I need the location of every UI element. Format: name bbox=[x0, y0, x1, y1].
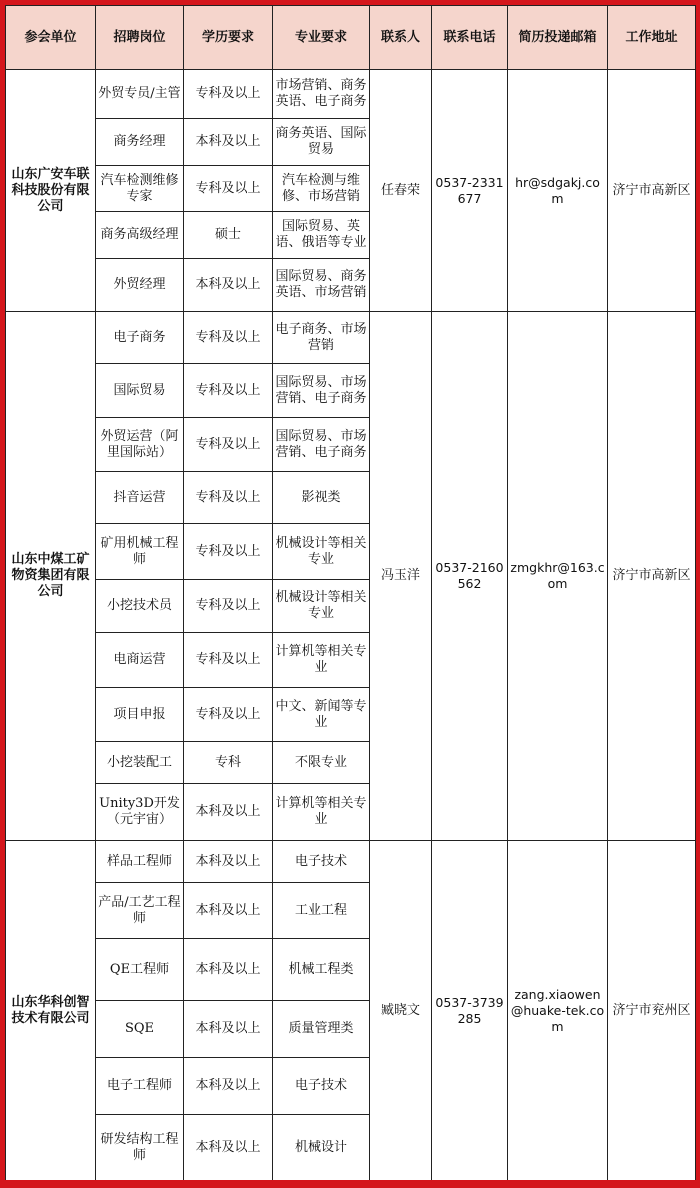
job-major: 国际贸易、商务英语、市场营销 bbox=[273, 259, 370, 312]
company-name: 山东广安车联科技股份有限公司 bbox=[6, 70, 96, 312]
job-title: 国际贸易 bbox=[96, 364, 184, 418]
job-education: 专科及以上 bbox=[184, 312, 273, 364]
job-education: 本科及以上 bbox=[184, 784, 273, 841]
job-major: 机械设计等相关专业 bbox=[273, 524, 370, 580]
job-major: 国际贸易、市场营销、电子商务 bbox=[273, 364, 370, 418]
job-title: 商务经理 bbox=[96, 119, 184, 166]
work-address: 济宁市兖州区 bbox=[608, 841, 696, 1181]
job-major: 汽车检测与维修、市场营销 bbox=[273, 166, 370, 212]
header-address: 工作地址 bbox=[608, 6, 696, 70]
job-major: 电子技术 bbox=[273, 841, 370, 883]
job-education: 专科及以上 bbox=[184, 580, 273, 633]
header-row bbox=[6, 6, 696, 70]
bottom-border-strip bbox=[0, 1180, 700, 1188]
contact-person: 臧晓文 bbox=[370, 841, 432, 1181]
work-address: 济宁市高新区 bbox=[608, 312, 696, 841]
recruitment-table-frame bbox=[5, 5, 695, 1180]
job-education: 硕士 bbox=[184, 212, 273, 259]
job-education: 专科及以上 bbox=[184, 418, 273, 472]
job-title: 项目申报 bbox=[96, 688, 184, 742]
job-title: 抖音运营 bbox=[96, 472, 184, 524]
job-major: 电子商务、市场营销 bbox=[273, 312, 370, 364]
job-education: 专科及以上 bbox=[184, 472, 273, 524]
job-education: 本科及以上 bbox=[184, 883, 273, 939]
job-education: 本科及以上 bbox=[184, 259, 273, 312]
table-row bbox=[6, 312, 696, 364]
table-row bbox=[6, 70, 696, 119]
job-education: 本科及以上 bbox=[184, 119, 273, 166]
job-education: 专科及以上 bbox=[184, 70, 273, 119]
job-education: 本科及以上 bbox=[184, 1058, 273, 1115]
job-education: 专科 bbox=[184, 742, 273, 784]
job-title: 商务高级经理 bbox=[96, 212, 184, 259]
job-education: 专科及以上 bbox=[184, 524, 273, 580]
job-title: 矿用机械工程师 bbox=[96, 524, 184, 580]
job-education: 专科及以上 bbox=[184, 633, 273, 688]
job-major: 国际贸易、市场营销、电子商务 bbox=[273, 418, 370, 472]
job-title: SQE bbox=[96, 1001, 184, 1058]
job-education: 本科及以上 bbox=[184, 1001, 273, 1058]
contact-person: 任春荣 bbox=[370, 70, 432, 312]
job-education: 本科及以上 bbox=[184, 939, 273, 1001]
job-title: 电子商务 bbox=[96, 312, 184, 364]
job-major: 商务英语、国际贸易 bbox=[273, 119, 370, 166]
job-title: QE工程师 bbox=[96, 939, 184, 1001]
job-education: 专科及以上 bbox=[184, 166, 273, 212]
job-title: 小挖技术员 bbox=[96, 580, 184, 633]
job-education: 本科及以上 bbox=[184, 841, 273, 883]
resume-email: zang.xiaowen@huake-tek.com bbox=[508, 841, 608, 1181]
job-major: 机械设计等相关专业 bbox=[273, 580, 370, 633]
resume-email: zmgkhr@163.com bbox=[508, 312, 608, 841]
job-major: 质量管理类 bbox=[273, 1001, 370, 1058]
header-email: 简历投递邮箱 bbox=[508, 6, 608, 70]
header-contact: 联系人 bbox=[370, 6, 432, 70]
job-title: Unity3D开发（元宇宙） bbox=[96, 784, 184, 841]
recruitment-table bbox=[5, 5, 696, 1181]
job-title: 样品工程师 bbox=[96, 841, 184, 883]
job-major: 机械设计 bbox=[273, 1115, 370, 1181]
contact-phone: 0537-2331677 bbox=[432, 70, 508, 312]
table-row bbox=[6, 841, 696, 883]
job-education: 本科及以上 bbox=[184, 1115, 273, 1181]
job-major: 影视类 bbox=[273, 472, 370, 524]
job-title: 电商运营 bbox=[96, 633, 184, 688]
table-body bbox=[6, 70, 696, 1181]
company-name: 山东中煤工矿物资集团有限公司 bbox=[6, 312, 96, 841]
job-major: 电子技术 bbox=[273, 1058, 370, 1115]
contact-phone: 0537-3739285 bbox=[432, 841, 508, 1181]
job-title: 电子工程师 bbox=[96, 1058, 184, 1115]
job-major: 不限专业 bbox=[273, 742, 370, 784]
job-title: 外贸运营（阿里国际站） bbox=[96, 418, 184, 472]
company-name: 山东华科创智技术有限公司 bbox=[6, 841, 96, 1181]
job-major: 国际贸易、英语、俄语等专业 bbox=[273, 212, 370, 259]
job-title: 外贸专员/主管 bbox=[96, 70, 184, 119]
job-title: 外贸经理 bbox=[96, 259, 184, 312]
header-company: 参会单位 bbox=[6, 6, 96, 70]
job-major: 计算机等相关专业 bbox=[273, 784, 370, 841]
contact-phone: 0537-2160562 bbox=[432, 312, 508, 841]
header-education: 学历要求 bbox=[184, 6, 273, 70]
job-major: 工业工程 bbox=[273, 883, 370, 939]
header-phone: 联系电话 bbox=[432, 6, 508, 70]
job-education: 专科及以上 bbox=[184, 688, 273, 742]
header-position: 招聘岗位 bbox=[96, 6, 184, 70]
work-address: 济宁市高新区 bbox=[608, 70, 696, 312]
job-title: 小挖装配工 bbox=[96, 742, 184, 784]
job-major: 计算机等相关专业 bbox=[273, 633, 370, 688]
resume-email: hr@sdgakj.com bbox=[508, 70, 608, 312]
header-major: 专业要求 bbox=[273, 6, 370, 70]
job-title: 汽车检测维修专家 bbox=[96, 166, 184, 212]
job-education: 专科及以上 bbox=[184, 364, 273, 418]
job-major: 中文、新闻等专业 bbox=[273, 688, 370, 742]
contact-person: 冯玉洋 bbox=[370, 312, 432, 841]
job-major: 机械工程类 bbox=[273, 939, 370, 1001]
job-title: 产品/工艺工程师 bbox=[96, 883, 184, 939]
job-title: 研发结构工程师 bbox=[96, 1115, 184, 1181]
job-major: 市场营销、商务英语、电子商务 bbox=[273, 70, 370, 119]
